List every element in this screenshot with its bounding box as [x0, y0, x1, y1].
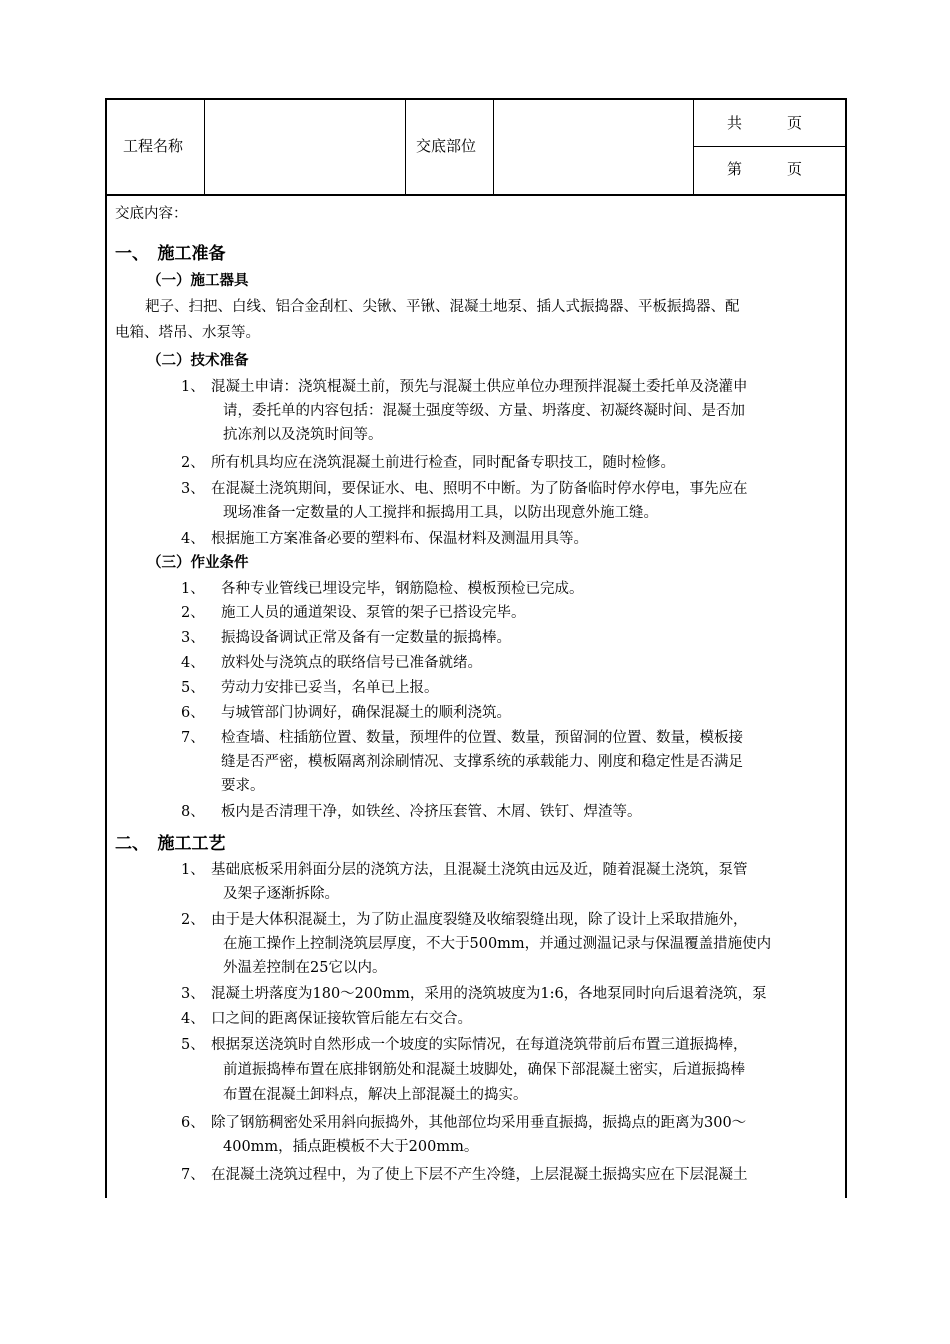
list-item: 放料处与浇筑点的联络信号已准备就绪。	[221, 655, 482, 671]
list-item: 检查墙、柱插筋位置、数量，预埋件的位置、数量，预留洞的位置、数量，模板接	[221, 730, 743, 746]
list-item: 板内是否清理干净，如铁丝、冷挤压套管、木屑、铁钉、焊渣等。	[221, 804, 642, 820]
item-number: 2、	[181, 912, 205, 928]
item-number: 4、	[181, 655, 205, 671]
header-divider	[405, 100, 406, 194]
list-item: 外温差控制在25它以内。	[223, 960, 387, 976]
header-divider	[693, 146, 845, 147]
list-item: 所有机具均应在浇筑混凝土前进行检查，同时配备专职技工，随时检修。	[211, 455, 675, 471]
subsection-tools: （一）施工器具	[147, 272, 249, 289]
item-number: 1、	[181, 581, 205, 597]
list-item: 施工人员的通道架设、泵管的架子已搭设完毕。	[221, 605, 526, 621]
subsection-conditions: （三）作业条件	[147, 554, 249, 571]
item-number: 3、	[181, 630, 205, 646]
list-item: 缝是否严密，模板隔离剂涂刷情况、支撑系统的承载能力、刚度和稳定性是否满足	[221, 754, 743, 770]
section-1-title: 一、 施工准备	[115, 244, 226, 264]
item-number: 6、	[181, 1115, 205, 1131]
list-item: 及架子逐渐拆除。	[223, 886, 339, 902]
list-item: 口之间的距离保证接软管后能左右交合。	[211, 1011, 472, 1027]
list-item: 除了钢筋稠密处采用斜向振捣外，其他部位均采用垂直振捣，振捣点的距离为300～	[211, 1115, 747, 1131]
disclosure-part-label: 交底部位	[416, 137, 477, 155]
item-number: 3、	[181, 986, 205, 1002]
header-table	[107, 100, 845, 196]
tools-line: 耙子、扫把、白线、铝合金刮杠、尖锹、平锹、混凝土地泵、插人式振捣器、平板振捣器、配	[145, 299, 740, 315]
list-item: 振捣设备调试正常及备有一定数量的振捣棒。	[221, 630, 511, 646]
list-item: 前道振捣棒布置在底排钢筋处和混凝土坡脚处，确保下部混凝土密实，后道振捣棒	[223, 1062, 745, 1078]
list-item: 混凝土申请：浇筑棍凝土前，预先与混凝土供应单位办理预拌混凝土委托单及浇灌申	[211, 379, 748, 395]
list-item: 400mm，插点距模板不大于200mm。	[223, 1139, 479, 1155]
section-2-title: 二、 施工工艺	[115, 834, 226, 854]
header-divider	[204, 100, 205, 194]
disclosure-form	[105, 98, 847, 1198]
item-number: 2、	[181, 605, 205, 621]
item-number: 8、	[181, 804, 205, 820]
list-item: 根据施工方案准备必要的塑料布、保温材料及测温用具等。	[211, 531, 588, 547]
tools-line: 电箱、塔吊、水泵等。	[115, 325, 260, 341]
list-item: 各种专业管线已埋设完毕，钢筋隐检、模板预检已完成。	[221, 581, 584, 597]
list-item: 基础底板采用斜面分层的浇筑方法，且混凝土浇筑由远及近，随着混凝土浇筑，泵管	[211, 862, 748, 878]
list-item: 要求。	[221, 778, 265, 794]
list-item: 抗冻剂以及浇筑时间等。	[223, 427, 383, 443]
item-number: 4、	[181, 531, 205, 547]
item-number: 3、	[181, 481, 205, 497]
list-item: 请，委托单的内容包括：混凝土强度等级、方量、坍落度、初凝终凝时间、是否加	[223, 403, 745, 419]
item-number: 7、	[181, 1167, 205, 1183]
header-divider	[693, 100, 694, 194]
page-number: 第 页	[727, 160, 803, 178]
item-number: 1、	[181, 862, 205, 878]
list-item: 与城管部门协调好，确保混凝土的顺利浇筑。	[221, 705, 511, 721]
item-number: 6、	[181, 705, 205, 721]
list-item: 劳动力安排已妥当，名单已上报。	[221, 680, 439, 696]
project-name-label: 工程名称	[123, 137, 184, 155]
list-item: 由于是大体积混凝土，为了防止温度裂缝及收缩裂缝出现，除了设计上采取措施外，	[211, 912, 748, 928]
item-number: 5、	[181, 1037, 205, 1053]
list-item: 根据泵送浇筑时自然形成一个坡度的实际情况，在每道浇筑带前后布置三道振捣棒，	[211, 1037, 748, 1053]
item-number: 7、	[181, 730, 205, 746]
list-item: 混凝土坍落度为180～200mm，采用的浇筑坡度为1:6，各地泵同时向后退着浇筑，泵	[211, 986, 767, 1002]
item-number: 4、	[181, 1011, 205, 1027]
content-label: 交底内容：	[115, 206, 188, 222]
total-pages: 共 页	[727, 114, 803, 132]
item-number: 1、	[181, 379, 205, 395]
subsection-technical: （二）技术准备	[147, 352, 249, 369]
list-item: 在施工操作上控制浇筑层厚度，不大于500mm，并通过测温记录与保温覆盖措施使内	[223, 936, 772, 952]
item-number: 5、	[181, 680, 205, 696]
list-item: 现场准备一定数量的人工搅拌和振捣用工具，以防出现意外施工缝。	[223, 505, 658, 521]
list-item: 在混凝土浇筑期间，要保证水、电、照明不中断。为了防备临时停水停电，事先应在	[211, 481, 748, 497]
list-item: 布置在混凝土卸料点，解决上部混凝土的捣实。	[223, 1087, 528, 1103]
item-number: 2、	[181, 455, 205, 471]
list-item: 在混凝土浇筑过程中，为了使上下层不产生冷缝，上层混凝土振捣实应在下层混凝土	[211, 1167, 748, 1183]
header-divider	[493, 100, 494, 194]
